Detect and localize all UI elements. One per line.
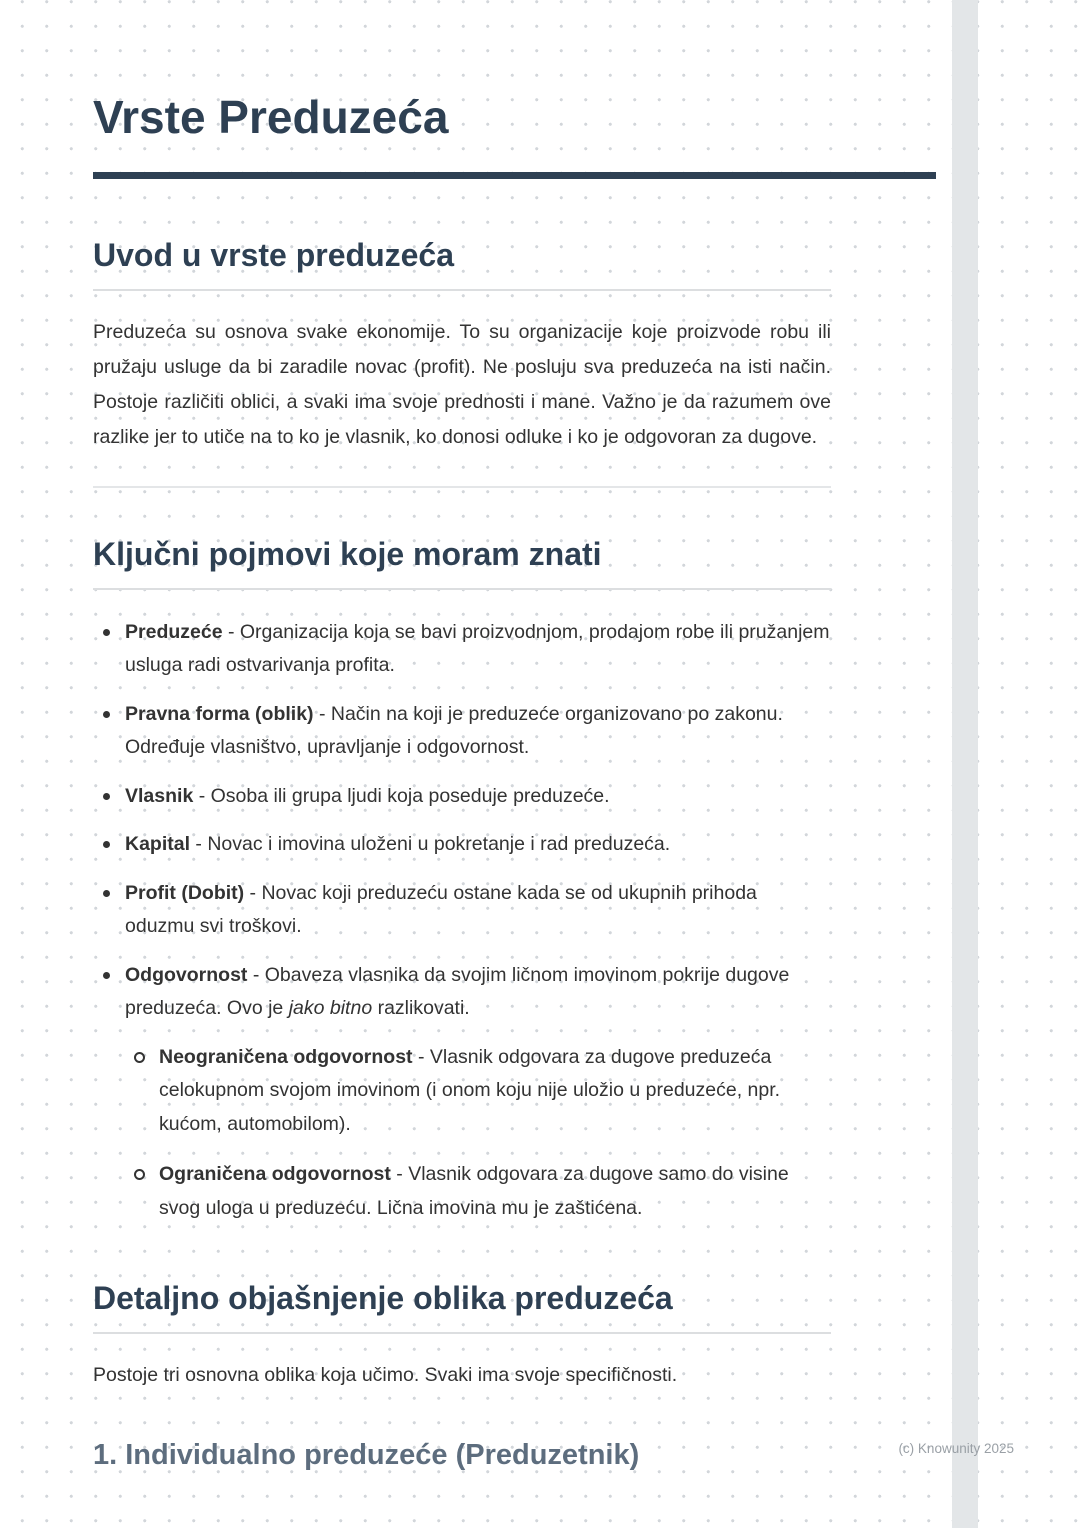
list-item bbox=[93, 780, 831, 814]
page-edge-bar bbox=[952, 0, 978, 1528]
section-heading-details: Detaljno objašnjenje oblika preduzeća bbox=[93, 1279, 673, 1316]
intro-paragraph: Preduzeća su osnova svake ekonomije. To su organizacije koje proizvode robu ili pružaju usluge da bi zaradile novac (profit). Ne posluju sva preduzeća na isti način. Postoje različiti oblici, a svaki ima svoje prednosti i mane. Važno je da razumem ove razlike jer to utiče na to ko je vlasnik, ko donosi odluke i ko je odgovoran za dugove. bbox=[93, 321, 831, 449]
list-item bbox=[93, 877, 831, 944]
heading-rule bbox=[93, 1332, 831, 1334]
list-item bbox=[93, 959, 831, 1226]
term-description: - Novac i imovina uloženi u pokretanje i rad preduzeća. bbox=[190, 833, 671, 856]
term-description: - Osoba ili grupa ljudi koja poseduje preduzeće. bbox=[193, 784, 610, 807]
sub-list-item bbox=[125, 1158, 831, 1225]
term-label: Odgovornost bbox=[125, 963, 248, 986]
section-heading-intro: Uvod u vrste preduzeća bbox=[93, 237, 454, 274]
page-title: Vrste Preduzeća bbox=[93, 91, 449, 143]
key-concepts-list bbox=[93, 616, 831, 1226]
term-description: - Način na koji je preduzeće organizovano po zakonu. Određuje vlasništvo, upravljanje i odgovornost. bbox=[125, 702, 783, 759]
list-item bbox=[93, 616, 831, 683]
term-description: - Organizacija koja se bavi proizvodnjom, prodajom robe ili pružanjem usluga radi ostvarivanja profita. bbox=[125, 620, 830, 677]
emphasized-text: jako bitno bbox=[288, 997, 373, 1020]
term-description: - Vlasnik odgovara za dugove samo do visine svog uloga u preduzeću. Lična imovina mu je zaštićena. bbox=[159, 1163, 789, 1219]
sub-list-item bbox=[125, 1041, 831, 1142]
section-heading-key-concepts: Ključni pojmovi koje moram znati bbox=[93, 535, 602, 572]
heading-rule bbox=[93, 289, 831, 291]
heading-rule bbox=[93, 588, 831, 590]
subheading-individual-company: 1. Individualno preduzeće (Preduzetnik) bbox=[93, 1438, 640, 1471]
page-content bbox=[93, 90, 831, 1474]
term-label: Neograničena odgovornost bbox=[159, 1045, 413, 1068]
list-item bbox=[93, 828, 831, 862]
term-label: Preduzeće bbox=[125, 620, 223, 643]
term-label: Kapital bbox=[125, 833, 191, 856]
details-paragraph: Postoje tri osnovna oblika koja učimo. Svaki ima svoje specifičnosti. bbox=[93, 1363, 678, 1386]
copyright-footer: (c) Knowunity 2025 bbox=[898, 1441, 1014, 1456]
term-label: Ograničena odgovornost bbox=[159, 1163, 391, 1186]
list-item bbox=[93, 698, 831, 765]
term-label: Pravna forma (oblik) bbox=[125, 702, 314, 725]
term-label: Vlasnik bbox=[125, 784, 194, 807]
responsibility-sublist bbox=[125, 1041, 831, 1226]
term-description: - Novac koji preduzeću ostane kada se od ukupnih prihoda oduzmu svi troškovi. bbox=[125, 881, 757, 938]
section-divider bbox=[93, 486, 831, 488]
term-label: Profit (Dobit) bbox=[125, 881, 245, 904]
term-description: - Obaveza vlasnika da svojim ličnom imovinom pokrije dugove preduzeća. Ovo je bbox=[125, 963, 790, 1020]
term-description: razlikovati. bbox=[372, 997, 470, 1020]
term-description: - Vlasnik odgovara za dugove preduzeća celokupnom svojom imovinom (i onom koju nije uložio u preduzeće, npr. kućom, automobilom). bbox=[159, 1045, 781, 1135]
title-rule bbox=[93, 172, 936, 179]
